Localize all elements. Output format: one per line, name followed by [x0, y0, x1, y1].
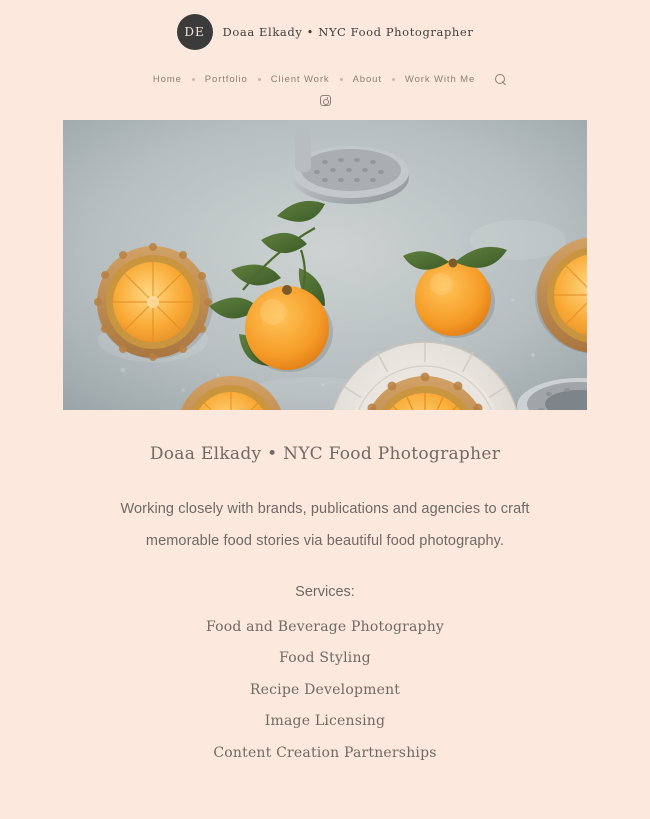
site-title[interactable]: Doaa Elkady • NYC Food Photographer [222, 25, 474, 39]
list-item: Content Creation Partnerships [213, 744, 437, 761]
nav-item-home[interactable]: Home [152, 74, 182, 85]
social-links [0, 95, 650, 106]
page-title: Doaa Elkady • NYC Food Photographer [149, 444, 501, 464]
nav-item-client-work[interactable]: Client Work [270, 74, 330, 85]
hero-illustration [63, 120, 587, 410]
intro-line-2: memorable food stories via beautiful food photography. [145, 532, 505, 549]
services-list [60, 612, 590, 770]
list-item: Food and Beverage Photography [205, 618, 445, 635]
intro-line-1: Working closely with brands, publications and agencies to craft [120, 501, 530, 517]
nav-item-portfolio[interactable]: Portfolio [204, 74, 248, 85]
main-content [0, 444, 650, 769]
list-item: Recipe Development [249, 681, 401, 698]
services-label: Services: [295, 583, 355, 600]
main-navigation [0, 72, 650, 87]
nav-item-about[interactable]: About [352, 74, 382, 85]
nav-item-work-with-me[interactable]: Work With Me [404, 74, 476, 85]
logo-initials: DE [184, 25, 205, 39]
site-header [0, 0, 650, 50]
intro-paragraph [60, 494, 590, 558]
search-icon[interactable] [495, 74, 507, 86]
hero-image [63, 120, 587, 410]
list-item: Image Licensing [264, 713, 386, 730]
logo-mark[interactable] [177, 14, 213, 50]
instagram-icon[interactable] [320, 95, 331, 106]
list-item: Food Styling [279, 650, 371, 667]
